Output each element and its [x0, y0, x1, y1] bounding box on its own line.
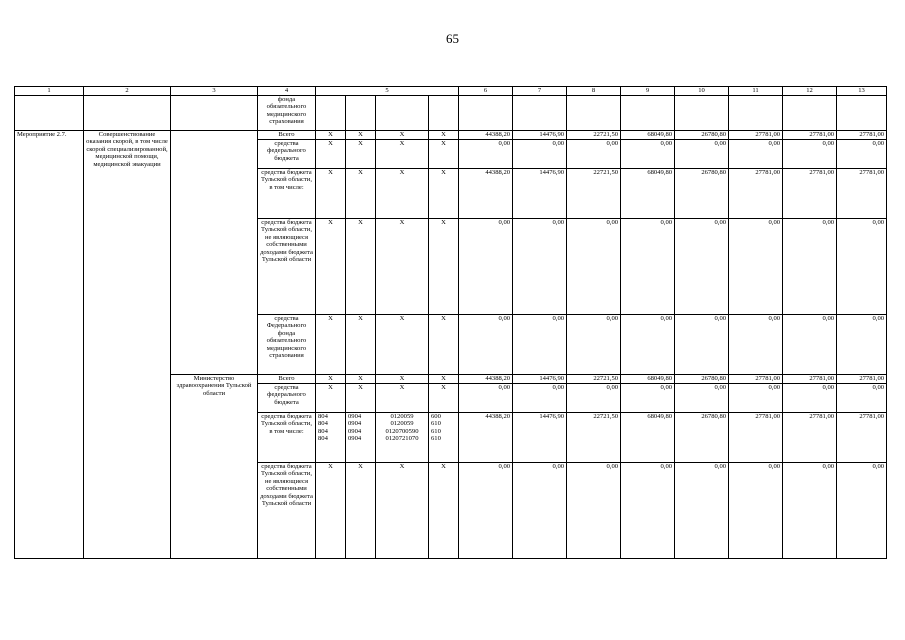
value-cell: 0,00: [675, 219, 729, 315]
budget-table: [14, 86, 887, 559]
executor: Министерство здравоохранения Тульской области: [171, 375, 258, 559]
value-cell: 0,00: [729, 384, 783, 413]
code-cell: Х: [316, 169, 346, 219]
funding-source: средства бюджета Тульской области, в том числе:: [258, 169, 316, 219]
value-cell: 0,00: [783, 219, 837, 315]
code-cell: Х: [346, 140, 376, 169]
value-cell: 27781,00: [837, 375, 887, 384]
code-cell: Х: [346, 384, 376, 413]
funding-source: средства бюджета Тульской области, не являющиеся собственными доходами бюджета Тульской области: [258, 463, 316, 559]
value-cell: 26780,80: [675, 169, 729, 219]
code-cell: Х: [376, 219, 429, 315]
funding-source: Всего: [258, 375, 316, 384]
value-cell: 0,00: [567, 219, 621, 315]
value-cell: 44388,20: [459, 413, 513, 463]
value-cell: 22721,50: [567, 131, 621, 140]
value-cell: 0,00: [513, 315, 567, 375]
value-cell: 0,00: [837, 384, 887, 413]
code-cell: Х: [429, 463, 459, 559]
value-cell: 27781,00: [729, 169, 783, 219]
column-number: 11: [729, 87, 783, 96]
value-cell: 0,00: [783, 315, 837, 375]
value-cell: 44388,20: [459, 169, 513, 219]
value-cell: 0,00: [513, 384, 567, 413]
value-cell: 0,00: [621, 219, 675, 315]
column-number: 10: [675, 87, 729, 96]
value-cell: 27781,00: [783, 169, 837, 219]
value-cell: 0,00: [729, 315, 783, 375]
value-cell: 26780,80: [675, 131, 729, 140]
value-cell: 0,00: [459, 384, 513, 413]
value-cell: 0,00: [513, 463, 567, 559]
value-cell: 27781,00: [783, 413, 837, 463]
value-cell: 0,00: [837, 315, 887, 375]
column-number: 4: [258, 87, 316, 96]
value-cell: 27781,00: [783, 131, 837, 140]
value-cell: 27781,00: [783, 375, 837, 384]
value-cell: 0,00: [459, 140, 513, 169]
column-number: 13: [837, 87, 887, 96]
value-cell: 14476,90: [513, 169, 567, 219]
funding-source: Всего: [258, 131, 316, 140]
column-number: 1: [15, 87, 84, 96]
value-cell: 0,00: [837, 219, 887, 315]
value-cell: 68049,80: [621, 169, 675, 219]
code-cell: Х: [346, 131, 376, 140]
code-cell: Х: [429, 375, 459, 384]
value-cell: 14476,90: [513, 375, 567, 384]
column-number: 9: [621, 87, 675, 96]
funding-source: фонда обязательного медицинского страхования: [258, 96, 316, 131]
value-cell: 0,00: [621, 384, 675, 413]
table-row: [15, 131, 887, 140]
value-cell: 14476,90: [513, 413, 567, 463]
value-cell: 27781,00: [729, 413, 783, 463]
value-cell: 0,00: [513, 219, 567, 315]
code-cell: Х: [376, 140, 429, 169]
value-cell: 0,00: [729, 140, 783, 169]
code-cell: Х: [346, 315, 376, 375]
value-cell: 0,00: [783, 463, 837, 559]
page-number: 65: [446, 31, 459, 46]
value-cell: 22721,50: [567, 375, 621, 384]
code-cell: Х: [429, 384, 459, 413]
column-number: 8: [567, 87, 621, 96]
code-cell: Х: [376, 384, 429, 413]
code-cell: Х: [376, 169, 429, 219]
code-cell: 600 610 610 610: [429, 413, 459, 463]
value-cell: 44388,20: [459, 131, 513, 140]
value-cell: 0,00: [621, 140, 675, 169]
value-cell: 26780,80: [675, 413, 729, 463]
value-cell: 26780,80: [675, 375, 729, 384]
code-cell: Х: [429, 131, 459, 140]
value-cell: 0,00: [729, 219, 783, 315]
code-cell: Х: [316, 315, 346, 375]
code-cell: Х: [429, 169, 459, 219]
code-cell: Х: [346, 463, 376, 559]
funding-source: средства Федерального фонда обязательного медицинского страхования: [258, 315, 316, 375]
funding-source: средства федерального бюджета: [258, 140, 316, 169]
code-cell: 804 804 804 804: [316, 413, 346, 463]
code-cell: 0120059 0120059 0120700590 0120721070: [376, 413, 429, 463]
value-cell: 0,00: [783, 140, 837, 169]
value-cell: 0,00: [567, 315, 621, 375]
funding-source: средства федерального бюджета: [258, 384, 316, 413]
value-cell: 0,00: [837, 463, 887, 559]
value-cell: 27781,00: [729, 131, 783, 140]
code-cell: Х: [429, 219, 459, 315]
value-cell: 0,00: [513, 140, 567, 169]
value-cell: 0,00: [621, 315, 675, 375]
code-cell: Х: [316, 384, 346, 413]
value-cell: 22721,50: [567, 169, 621, 219]
funding-source: средства бюджета Тульской области, не являющиеся собственными доходами бюджета Тульской области: [258, 219, 316, 315]
value-cell: 44388,20: [459, 375, 513, 384]
value-cell: 22721,50: [567, 413, 621, 463]
column-number: 5: [316, 87, 459, 96]
column-number: 3: [171, 87, 258, 96]
value-cell: 0,00: [783, 384, 837, 413]
measure-code: Мероприятие 2.7.: [15, 131, 84, 559]
value-cell: 68049,80: [621, 375, 675, 384]
value-cell: 0,00: [675, 140, 729, 169]
value-cell: 27781,00: [729, 375, 783, 384]
code-cell: Х: [376, 131, 429, 140]
value-cell: 0,00: [675, 384, 729, 413]
value-cell: 27781,00: [837, 131, 887, 140]
code-cell: Х: [376, 315, 429, 375]
value-cell: 0,00: [621, 463, 675, 559]
value-cell: 0,00: [675, 315, 729, 375]
column-number: 6: [459, 87, 513, 96]
measure-name: Совершенствование оказания скорой, в том числе скорой специализированной, медицинской помощи, медицинской эвакуации: [84, 131, 171, 559]
funding-source: средства бюджета Тульской области, в том числе:: [258, 413, 316, 463]
value-cell: 0,00: [837, 140, 887, 169]
value-cell: 0,00: [459, 219, 513, 315]
code-cell: Х: [346, 169, 376, 219]
code-cell: Х: [316, 375, 346, 384]
code-cell: Х: [376, 463, 429, 559]
code-cell: Х: [429, 140, 459, 169]
value-cell: 14476,90: [513, 131, 567, 140]
code-cell: Х: [429, 315, 459, 375]
code-cell: Х: [376, 375, 429, 384]
value-cell: 0,00: [459, 463, 513, 559]
value-cell: 68049,80: [621, 131, 675, 140]
value-cell: 0,00: [729, 463, 783, 559]
value-cell: 27781,00: [837, 413, 887, 463]
code-cell: Х: [346, 219, 376, 315]
value-cell: 0,00: [567, 384, 621, 413]
code-cell: 0904 0904 0904 0904: [346, 413, 376, 463]
column-number: 7: [513, 87, 567, 96]
value-cell: 0,00: [567, 140, 621, 169]
column-number: 12: [783, 87, 837, 96]
code-cell: Х: [316, 131, 346, 140]
column-number-row: [15, 87, 887, 96]
value-cell: 0,00: [675, 463, 729, 559]
value-cell: 0,00: [459, 315, 513, 375]
code-cell: Х: [346, 375, 376, 384]
code-cell: Х: [316, 219, 346, 315]
value-cell: 68049,80: [621, 413, 675, 463]
code-cell: Х: [316, 140, 346, 169]
column-number: 2: [84, 87, 171, 96]
code-cell: Х: [316, 463, 346, 559]
value-cell: 0,00: [567, 463, 621, 559]
table-row: [15, 96, 887, 131]
value-cell: 27781,00: [837, 169, 887, 219]
